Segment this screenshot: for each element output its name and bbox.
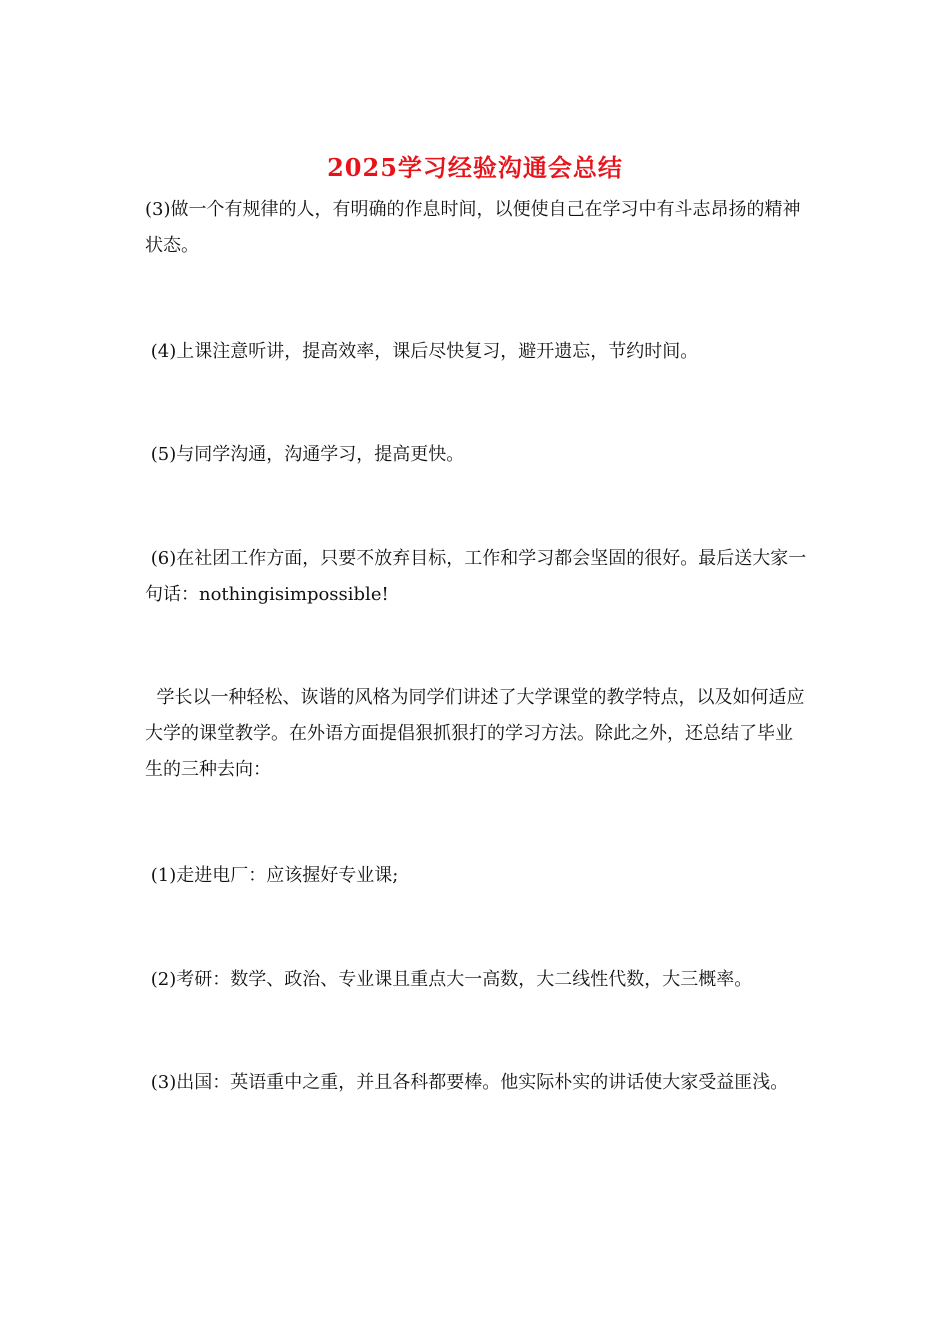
document-title: 2025学习经验沟通会总结 <box>327 153 623 182</box>
paragraph-listen: (4)上课注意听讲，提高效率，课后尽快复习，避开遗忘，节约时间。 <box>145 341 699 362</box>
paragraph-study-abroad: (3)出国：英语重中之重，并且各科都要棒。他实际朴实的讲话使大家受益匪浅。 <box>145 1072 789 1093</box>
paragraph-habit: (3)做一个有规律的人，有明确的作息时间，以便使自己在学习中有斗志昂扬的精神状态。 <box>145 199 801 256</box>
paragraph-club-work: (6)在社团工作方面，只要不放弃目标，工作和学习都会坚固的很好。最后送大家一句话：nothingisimpossible! <box>145 548 807 605</box>
paragraph-communicate: (5)与同学沟通，沟通学习，提高更快。 <box>145 444 465 465</box>
paragraph-senior-talk: 学长以一种轻松、诙谐的风格为同学们讲述了大学课堂的教学特点，以及如何适应大学的课堂教学。在外语方面提倡狠抓狠打的学习方法。除此之外，还总结了毕业生的三种去向： <box>145 687 805 780</box>
paragraph-power-plant: (1)走进电厂：应该握好专业课; <box>145 865 399 886</box>
paragraph-graduate-exam: (2)考研：数学、政治、专业课且重点大一高数，大二线性代数，大三概率。 <box>145 969 753 990</box>
